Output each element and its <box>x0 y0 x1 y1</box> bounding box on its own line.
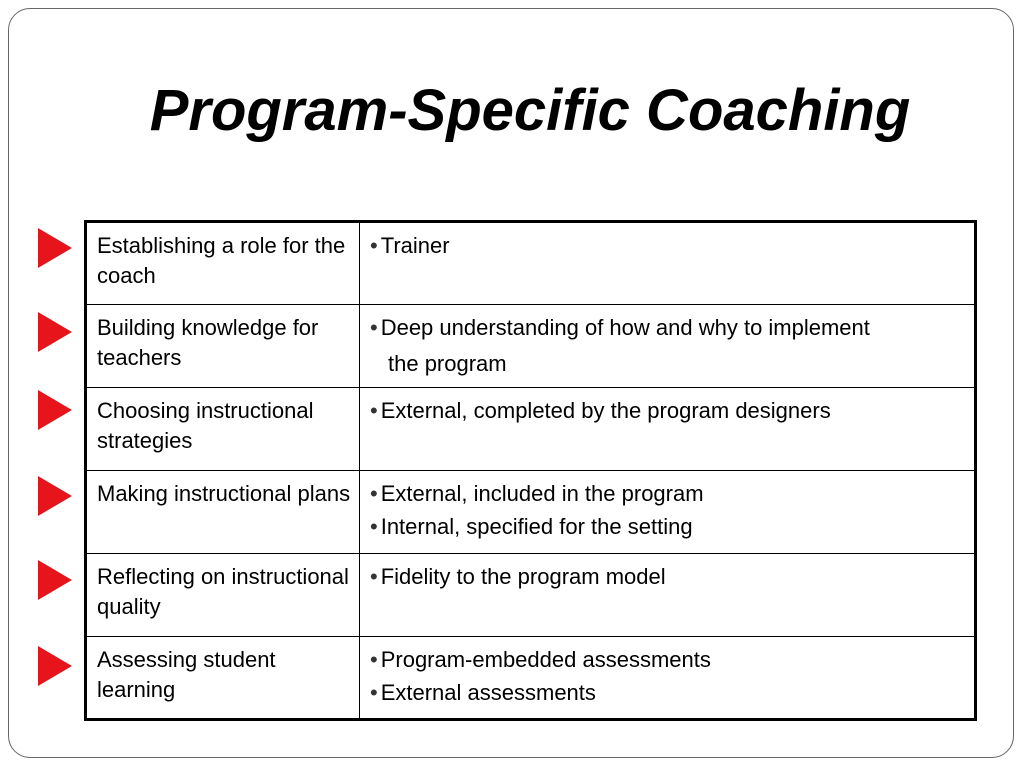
bullet-item: • External assessments <box>370 680 596 705</box>
row-content <box>360 637 976 720</box>
bullet-continuation: the program <box>388 351 507 376</box>
bullet-item: • Internal, specified for the setting <box>370 514 693 539</box>
row-content <box>360 554 976 637</box>
bullet-icon: • <box>370 647 378 672</box>
row-content <box>360 388 976 471</box>
table-row <box>86 554 976 637</box>
row-label: Choosing instructional strategies <box>86 388 360 471</box>
table-row <box>86 637 976 720</box>
red-arrow-icon <box>38 646 72 686</box>
row-label: Making instructional plans <box>86 471 360 554</box>
bullet-icon: • <box>370 564 378 589</box>
table-row <box>86 305 976 388</box>
row-label: Reflecting on instructional quality <box>86 554 360 637</box>
bullet-icon: • <box>370 481 378 506</box>
red-arrow-icon <box>38 476 72 516</box>
table-row <box>86 388 976 471</box>
red-arrow-icon <box>38 560 72 600</box>
bullet-icon: • <box>370 315 378 340</box>
bullet-item: • External, completed by the program designers <box>370 398 831 423</box>
row-label: Building knowledge for teachers <box>86 305 360 388</box>
bullet-item: • Deep understanding of how and why to implement <box>370 315 870 340</box>
bullet-icon: • <box>370 233 378 258</box>
coaching-table <box>84 220 977 721</box>
red-arrow-icon <box>38 390 72 430</box>
row-label: Establishing a role for the coach <box>86 222 360 305</box>
arrow-column <box>38 222 74 718</box>
bullet-item: • Trainer <box>370 233 450 258</box>
red-arrow-icon <box>38 312 72 352</box>
row-content <box>360 222 976 305</box>
bullet-icon: • <box>370 398 378 423</box>
row-content <box>360 471 976 554</box>
bullet-item: • External, included in the program <box>370 481 704 506</box>
table-row <box>86 222 976 305</box>
slide-title: Program-Specific Coaching <box>149 78 911 143</box>
table-row <box>86 471 976 554</box>
bullet-item: • Fidelity to the program model <box>370 564 666 589</box>
bullet-icon: • <box>370 680 378 705</box>
row-label: Assessing student learning <box>86 637 360 720</box>
red-arrow-icon <box>38 228 72 268</box>
bullet-item: • Program-embedded assessments <box>370 647 711 672</box>
bullet-icon: • <box>370 514 378 539</box>
row-content <box>360 305 976 388</box>
